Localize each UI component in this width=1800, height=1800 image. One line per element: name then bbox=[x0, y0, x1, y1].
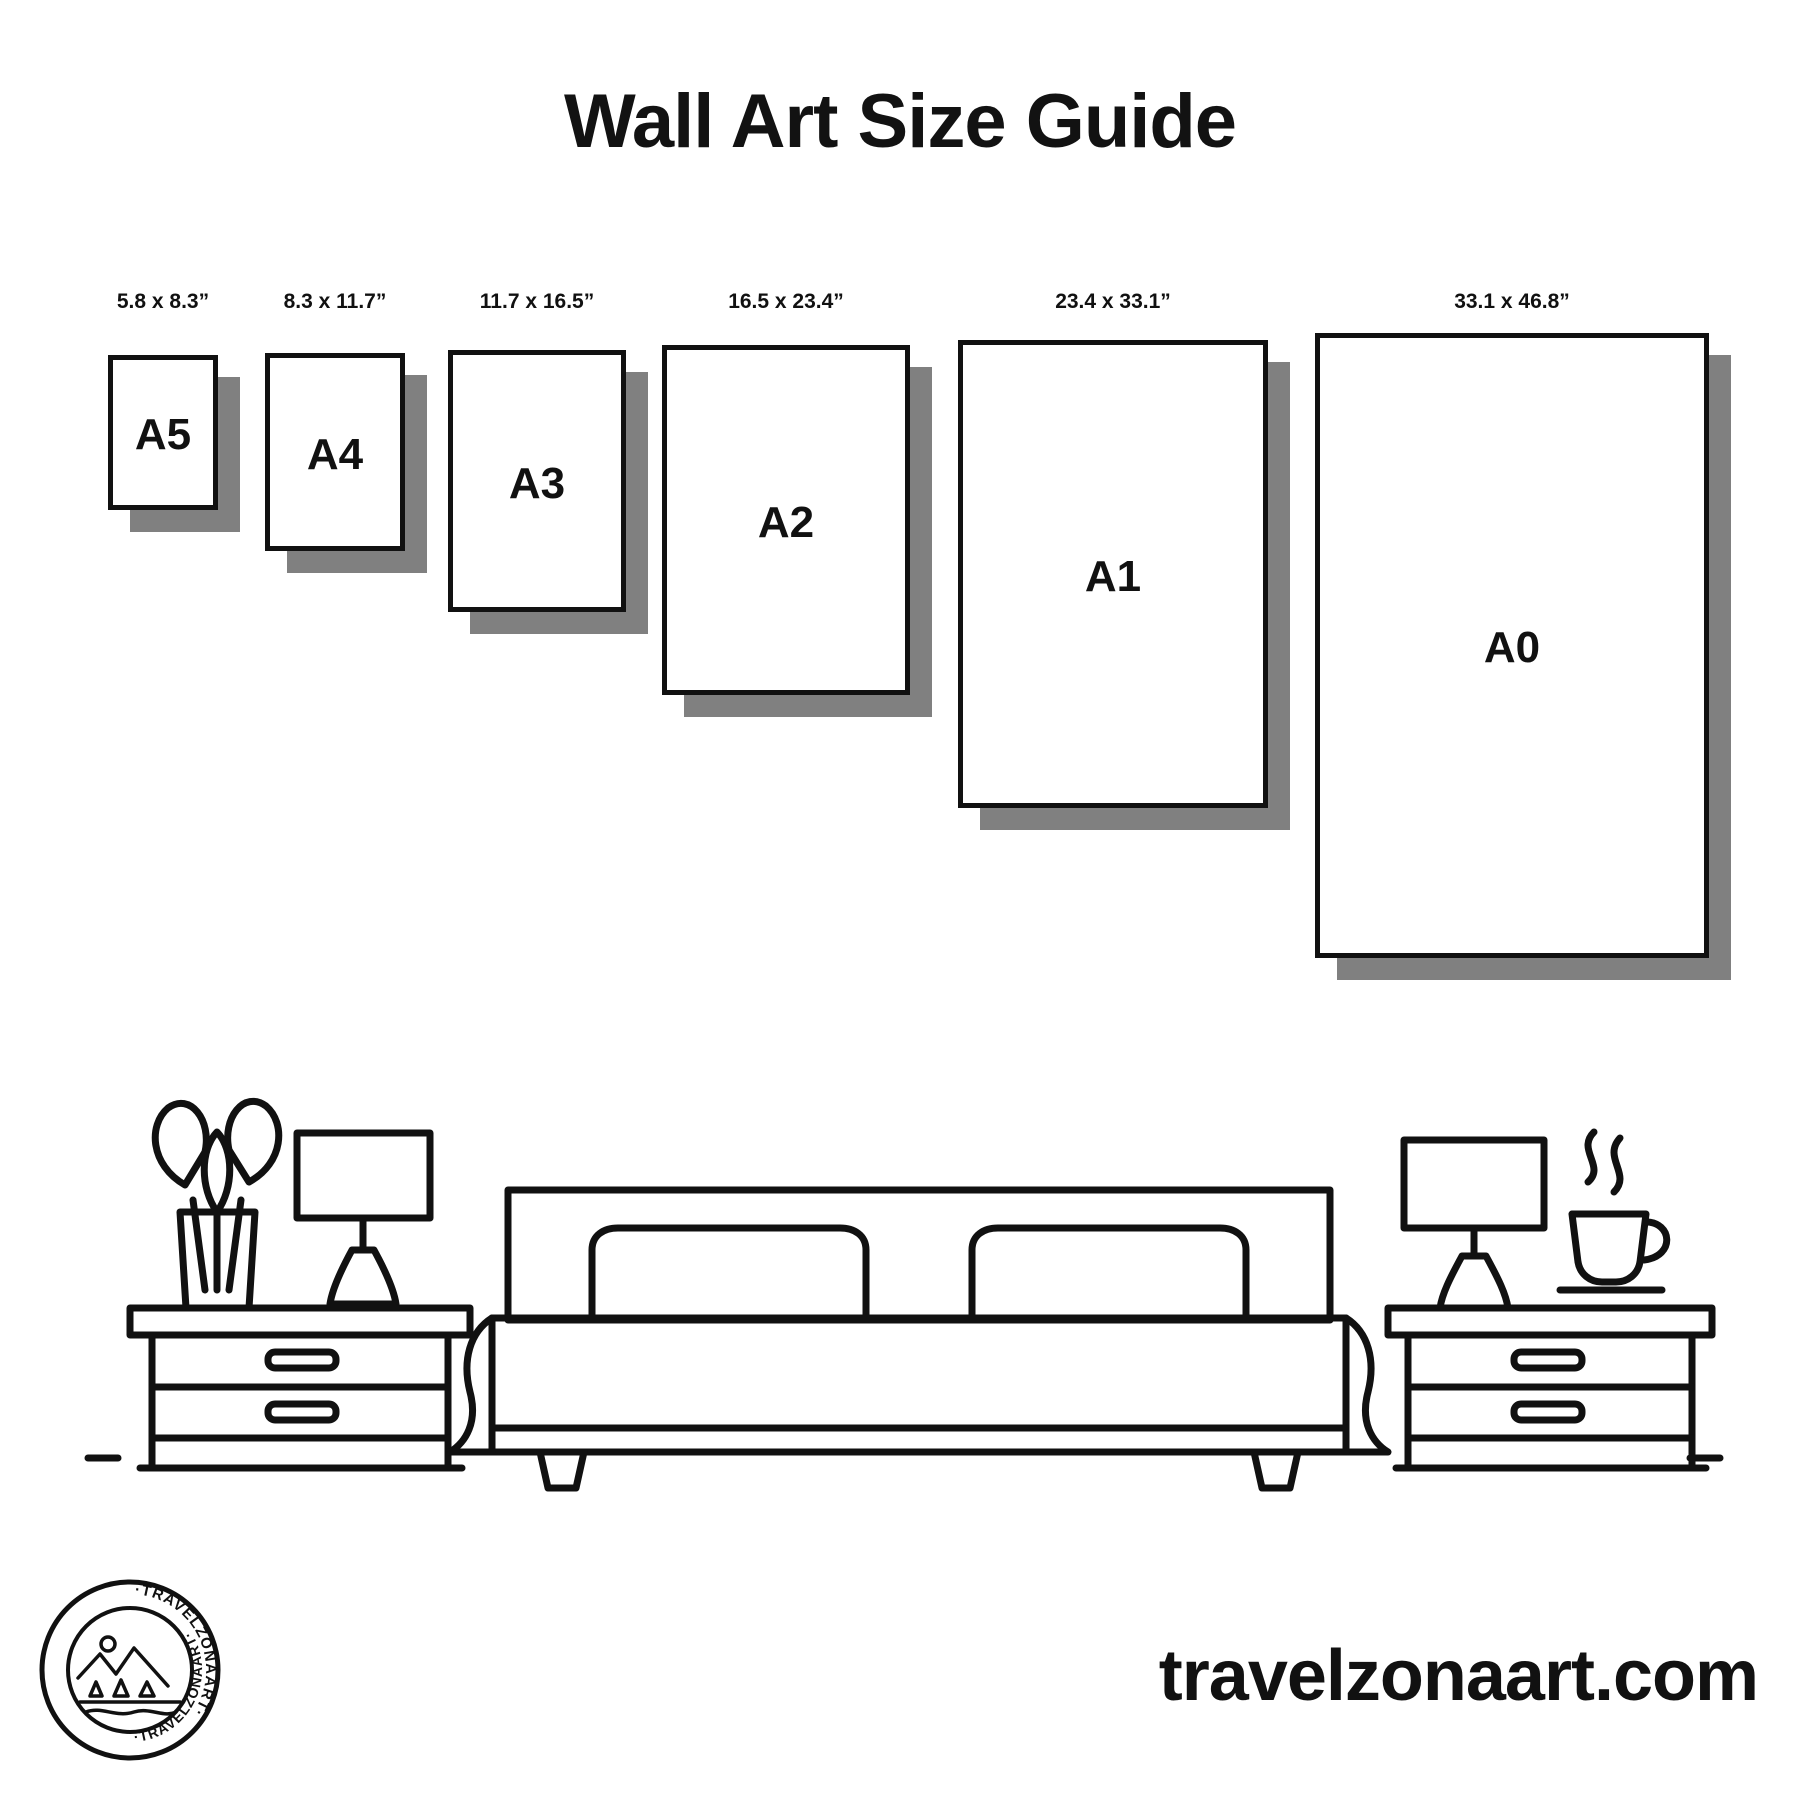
frame-size-label: A2 bbox=[757, 497, 815, 547]
frame-dimensions-label: 8.3 x 11.7” bbox=[283, 290, 387, 313]
logo-outer-text: ·TRAVELZONAART· bbox=[134, 1581, 220, 1721]
frame-dimensions-label: 33.1 x 46.8” bbox=[1454, 290, 1570, 313]
frame-size-a1 bbox=[918, 290, 1308, 858]
right-nightstand-icon bbox=[1388, 1308, 1712, 1468]
frame-box bbox=[662, 345, 910, 695]
frame-dimensions-label: 16.5 x 23.4” bbox=[728, 290, 844, 313]
plant-vase-icon bbox=[155, 1101, 278, 1308]
frame-box bbox=[448, 350, 626, 612]
bed-icon bbox=[450, 1190, 1388, 1488]
frame-size-label: A5 bbox=[134, 410, 192, 460]
brand-logo bbox=[30, 1570, 230, 1770]
frame-box bbox=[265, 353, 405, 551]
frame-dimensions-label: 5.8 x 8.3” bbox=[116, 290, 210, 313]
left-table-lamp-icon bbox=[297, 1133, 430, 1308]
frame-size-a2 bbox=[622, 290, 950, 745]
frame-box bbox=[108, 355, 218, 510]
frame-size-label: A0 bbox=[1483, 623, 1541, 673]
frame-size-a0 bbox=[1275, 290, 1749, 1008]
frame-box bbox=[1315, 333, 1709, 958]
frame-size-label: A3 bbox=[508, 458, 566, 508]
frame-dimensions-label: 11.7 x 16.5” bbox=[479, 290, 595, 313]
coffee-cup-icon bbox=[1560, 1132, 1667, 1290]
website-url: travelzonaart.com bbox=[1158, 1636, 1758, 1716]
bedroom-scene bbox=[0, 960, 1800, 1520]
logo-inner-text: ·TRAVELZONAART· bbox=[133, 1628, 206, 1745]
frame-box bbox=[958, 340, 1268, 808]
right-table-lamp-icon bbox=[1404, 1140, 1544, 1308]
page-title: Wall Art Size Guide bbox=[563, 79, 1237, 164]
frame-dimensions-label: 23.4 x 33.1” bbox=[1055, 290, 1171, 313]
frame-size-label: A4 bbox=[306, 429, 364, 479]
svg-text:·TRAVELZONAART· bbox=[134, 1581, 219, 1720]
frame-size-label: A1 bbox=[1084, 551, 1142, 601]
left-nightstand-icon bbox=[130, 1308, 470, 1468]
